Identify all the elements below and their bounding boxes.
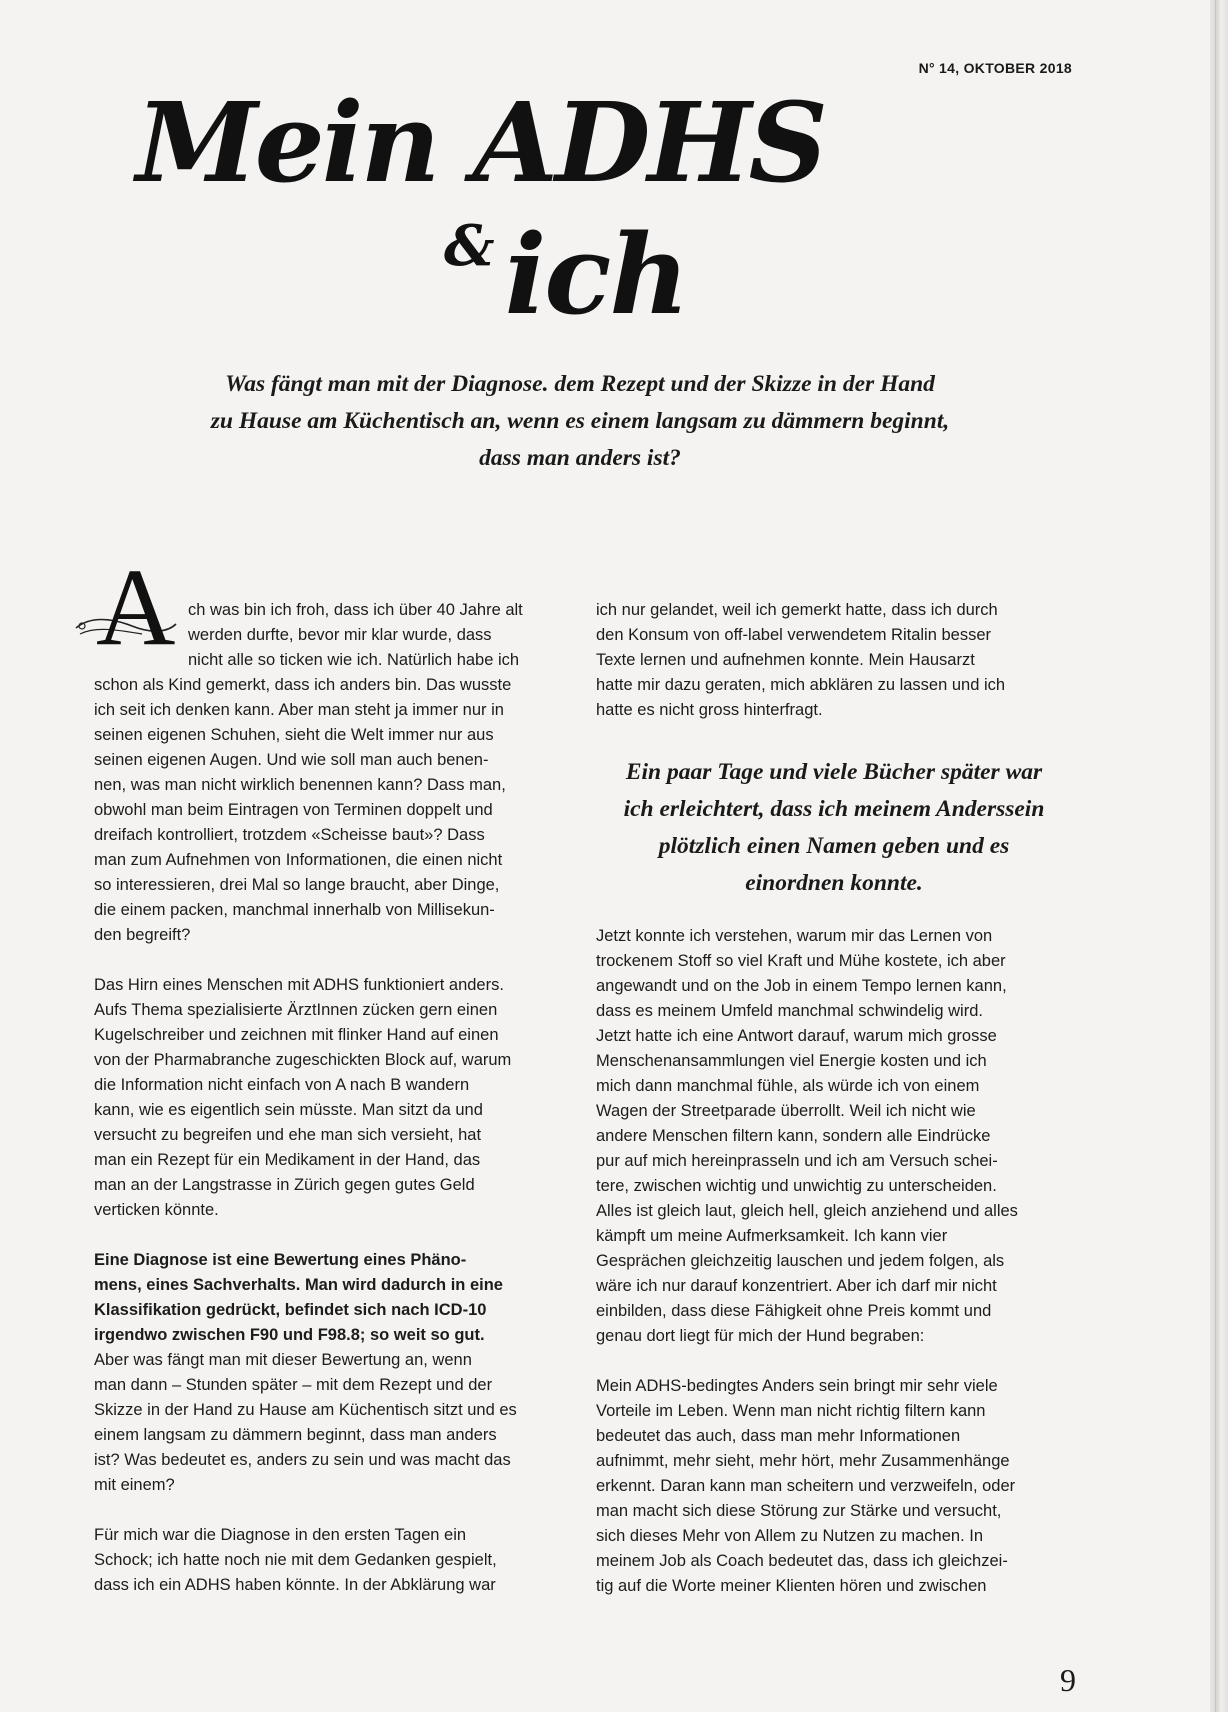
- body-line: angewandt und on the Job in einem Tempo lernen kann,: [596, 977, 1007, 995]
- body-line: nicht alle so ticken wie ich. Natürlich habe ich: [188, 651, 520, 669]
- bold-intro-line: Eine Diagnose ist eine Bewertung eines Phäno-: [94, 1251, 467, 1269]
- body-line: Alles ist gleich laut, gleich hell, gleich anziehend und alles: [596, 1202, 1018, 1220]
- body-line: versucht zu begreifen und ehe man sich versieht, hat: [94, 1126, 482, 1144]
- body-line: erkennt. Daran kann man scheitern und verzweifeln, oder: [596, 1477, 1016, 1495]
- lede-line: dass man anders ist?: [479, 445, 681, 471]
- paragraph-gap: [94, 1223, 570, 1248]
- body-line: mit einem?: [94, 1476, 175, 1494]
- body-line: den begreift?: [94, 926, 191, 944]
- lede-line: zu Hause am Küchentisch an, wenn es einem langsam zu dämmern beginnt,: [210, 408, 950, 434]
- pull-quote-line: einordnen konnte.: [745, 870, 923, 896]
- body-line: hatte es nicht gross hinterfragt.: [596, 701, 823, 719]
- body-line: kann, wie es eigentlich sein müsste. Man sitzt da und: [94, 1101, 483, 1119]
- body-line: ch was bin ich froh, dass ich über 40 Jahre alt: [188, 601, 523, 619]
- body-line: Schock; ich hatte noch nie mit dem Gedanken gespielt,: [94, 1551, 497, 1569]
- body-line: wäre ich nur darauf konzentriert. Aber ich darf mir nicht: [596, 1277, 997, 1295]
- body-line: Gesprächen gleichzeitig lauschen und jedem folgen, als: [596, 1252, 1005, 1270]
- body-line: man an der Langstrasse in Zürich gegen gutes Geld: [94, 1176, 475, 1194]
- body-line: man dann – Stunden später – mit dem Rezept und der: [94, 1376, 493, 1394]
- body-line: einem langsam zu dämmern beginnt, dass man anders: [94, 1426, 497, 1444]
- body-line: hatte mir dazu geraten, mich abklären zu lassen und ich: [596, 676, 1006, 694]
- paragraph-gap: [596, 1349, 1072, 1374]
- body-line: pur auf mich hereinprasseln und ich am Versuch schei-: [596, 1152, 998, 1170]
- body-line: seinen eigenen Schuhen, sieht die Welt immer nur aus: [94, 726, 494, 744]
- body-line: Für mich war die Diagnose in den ersten Tagen ein: [94, 1526, 467, 1544]
- body-line: dreifach kontrolliert, trotzdem «Scheisse baut»? Dass: [94, 826, 485, 844]
- pull-quote-line: Ein paar Tage und viele Bücher später war: [625, 759, 1043, 785]
- lede-line: Was fängt man mit der Diagnose. dem Rezept und der Skizze in der Hand: [225, 371, 935, 397]
- page-edge: [1210, 0, 1228, 1712]
- title-ampersand: &: [444, 213, 495, 279]
- body-line: einbilden, dass diese Fähigkeit ohne Preis kommt und: [596, 1302, 992, 1320]
- body-line: nen, was man nicht wirklich benennen kann? Dass man,: [94, 776, 506, 794]
- body-line: die einem packen, manchmal innerhalb von Millisekun-: [94, 901, 495, 919]
- body-line: obwohl man beim Eintragen von Terminen doppelt und: [94, 801, 493, 819]
- body-line: Mein ADHS-bedingtes Anders sein bringt mir sehr viele: [596, 1377, 998, 1395]
- bold-intro-line: Klassifikation gedrückt, befindet sich nach ICD-10: [94, 1301, 487, 1319]
- body-line: tere, zwischen wichtig und unwichtig zu unterscheiden.: [596, 1177, 997, 1195]
- right-column-lower: [596, 924, 1072, 1599]
- body-line: dass ich ein ADHS haben könnte. In der Abklärung war: [94, 1576, 496, 1594]
- body-line: dass es meinem Umfeld manchmal schwindelig wird.: [596, 1002, 983, 1020]
- body-line: Vorteile im Leben. Wenn man nicht richtig filtern kann: [596, 1402, 986, 1420]
- body-line: bedeutet das auch, dass man mehr Informationen: [596, 1427, 961, 1445]
- body-line: ich nur gelandet, weil ich gemerkt hatte, dass ich durch: [596, 601, 998, 619]
- body-line: mich dann manchmal fühle, als würde ich von einem: [596, 1077, 980, 1095]
- right-column-top: [596, 598, 1072, 723]
- body-line: Wagen der Streetparade überrollt. Weil ich nicht wie: [596, 1102, 976, 1120]
- body-line: aufnimmt, mehr sieht, mehr hört, mehr Zusammenhänge: [596, 1452, 1010, 1470]
- article-title-line1: Mein ADHS: [136, 78, 825, 207]
- body-line: von der Pharmabranche zugeschickten Block auf, warum: [94, 1051, 512, 1069]
- body-line: Jetzt konnte ich verstehen, warum mir das Lernen von: [596, 927, 993, 945]
- pull-quote-line: ich erleichtert, dass ich meinem Anderssein: [623, 796, 1045, 822]
- page-number: 9: [1060, 1662, 1076, 1698]
- body-line: Kugelschreiber und zeichnen mit flinker Hand auf einen: [94, 1026, 499, 1044]
- pull-quote-line: plötzlich einen Namen geben und es: [658, 833, 1010, 859]
- paragraph-gap: [94, 1498, 570, 1523]
- body-line: seinen eigenen Augen. Und wie soll man auch benen-: [94, 751, 489, 769]
- bold-intro-line: irgendwo zwischen F90 und F98.8; so weit so gut.: [94, 1326, 485, 1344]
- body-line: man zum Aufnehmen von Informationen, die einen nicht: [94, 851, 503, 869]
- body-line: tig auf die Worte meiner Klienten hören und zwischen: [596, 1577, 987, 1595]
- page-edge-line: [1215, 0, 1216, 1712]
- body-line: den Konsum von off-label verwendetem Ritalin besser: [596, 626, 991, 644]
- body-line: Das Hirn eines Menschen mit ADHS funktioniert anders.: [94, 976, 504, 994]
- body-line: man ein Rezept für ein Medikament in der Hand, das: [94, 1151, 481, 1169]
- body-line: andere Menschen filtern kann, sondern alle Eindrücke: [596, 1127, 991, 1145]
- dropcap-letter: A: [96, 546, 176, 668]
- body-line: kämpft um meine Aufmerksamkeit. Ich kann vier: [596, 1227, 948, 1245]
- body-line: schon als Kind gemerkt, dass ich anders bin. Das wusste: [94, 676, 512, 694]
- pull-quote: [596, 754, 1072, 902]
- article-title-line2: [444, 210, 688, 339]
- paragraph-gap: [94, 948, 570, 973]
- body-line: Texte lernen und aufnehmen konnte. Mein Hausarzt: [596, 651, 975, 669]
- body-line: werden durfte, bevor mir klar wurde, dass: [188, 626, 492, 644]
- body-line: ich seit ich denken kann. Aber man steht ja immer nur in: [94, 701, 504, 719]
- body-line: meinem Job als Coach bedeutet das, dass ich gleichzei-: [596, 1552, 1008, 1570]
- body-line: ist? Was bedeutet es, anders zu sein und was macht das: [94, 1451, 511, 1469]
- title-word-ich: ich: [504, 210, 688, 339]
- body-line: Aber was fängt man mit dieser Bewertung an, wenn: [94, 1351, 472, 1369]
- lede: [150, 366, 1010, 477]
- issue-date: N° 14, OKTOBER 2018: [918, 60, 1072, 76]
- body-line: trockenem Stoff so viel Kraft und Mühe kostete, ich aber: [596, 952, 1006, 970]
- left-column: [94, 598, 570, 1598]
- bold-intro-line: mens, eines Sachverhalts. Man wird dadurch in eine: [94, 1276, 503, 1294]
- body-line: man macht sich diese Störung zur Stärke und versucht,: [596, 1502, 1002, 1520]
- body-line: Menschenansammlungen viel Energie kosten und ich: [596, 1052, 987, 1070]
- body-line: die Information nicht einfach von A nach B wandern: [94, 1076, 470, 1094]
- body-line: Aufs Thema spezialisierte ÄrztInnen zücken gern einen: [94, 1001, 498, 1019]
- body-line: genau dort liegt für mich der Hund begraben:: [596, 1327, 925, 1345]
- body-line: so interessieren, drei Mal so lange braucht, aber Dinge,: [94, 876, 500, 894]
- body-line: Jetzt hatte ich eine Antwort darauf, warum mich grosse: [596, 1027, 997, 1045]
- body-line: Skizze in der Hand zu Hause am Küchentisch sitzt und es: [94, 1401, 517, 1419]
- body-line: verticken könnte.: [94, 1201, 219, 1219]
- body-line: sich dieses Mehr von Allem zu Nutzen zu machen. In: [596, 1527, 984, 1545]
